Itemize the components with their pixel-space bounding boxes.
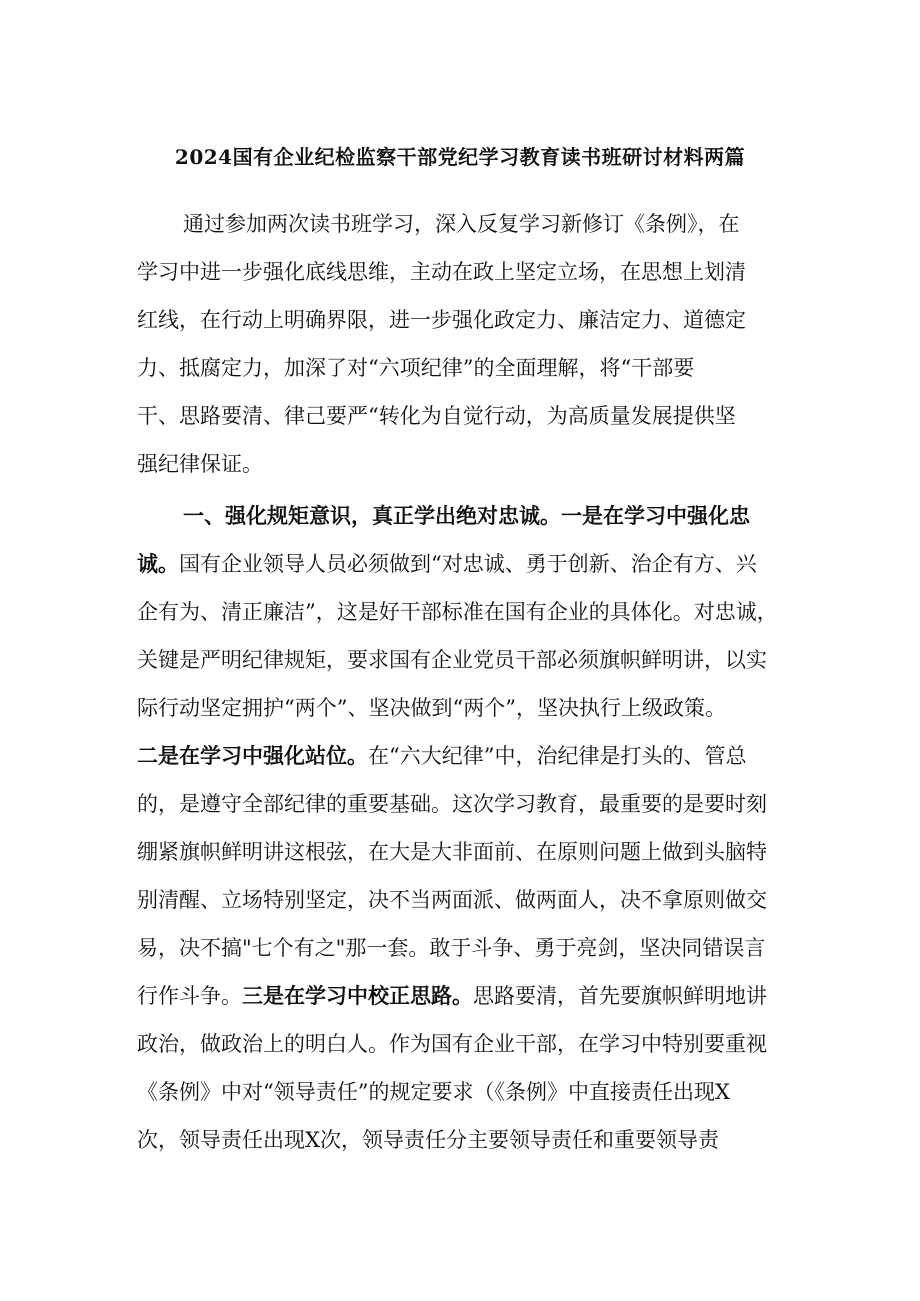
text-line: 次，领导责任出现X次，领导责任分主要领导责任和重要领导责 [137, 1128, 719, 1152]
text-line: 的，是遵守全部纪律的重要基础。这次学习教育，最重要的是要时刻 [137, 792, 767, 816]
text-line: 易，决不搞"七个有之"那一套。敢于斗争、勇于亮剑，坚决同错误言 [137, 936, 766, 960]
text-line: 企有为、清正廉洁”，这是好干部标准在国有企业的具体化。对忠诚， [137, 600, 778, 624]
text-line: 绷紧旗帜鲜明讲这根弦，在大是大非面前、在原则问题上做到头脑特 [137, 840, 767, 864]
text-line [137, 981, 767, 1011]
text-line: 《条例》中对“领导责任”的规定要求（《条例》中直接责任出现X [137, 1080, 730, 1104]
text-run: 思路要清，首先要旗帜鲜明地讲 [473, 984, 767, 1008]
text-run: 国有企业领导人员必须做到“对忠诚、勇于创新、治企有方、兴 [179, 552, 757, 576]
text-run: 行作斗争。 [137, 984, 242, 1008]
bold-phrase: 诚。 [137, 551, 179, 576]
text-line [137, 741, 746, 771]
text-line: 力、抵腐定力，加深了对“六项纪律”的全面理解，将“干部要 [137, 356, 695, 380]
text-line: 红线，在行动上明确界限，进一步强化政定力、廉洁定力、道德定 [137, 308, 746, 332]
text-line: 通过参加两次读书班学习，深入反复学习新修订《条例》，在 [183, 212, 740, 236]
text-line: 别清醒、立场特别坚定，决不当两面派、做两面人，决不拿原则做交 [137, 888, 767, 912]
text-line: 际行动坚定拥护“两个”、坚决做到“两个”，坚决执行上级政策。 [137, 696, 726, 720]
text-line [137, 549, 757, 579]
text-line: 强纪律保证。 [137, 452, 263, 476]
text-line: 干、思路要清、律己要严“转化为自觉行动，为高质量发展提供坚 [137, 404, 736, 428]
text-line: 关键是严明纪律规矩，要求国有企业党员干部必须旗帜鲜明讲，以实 [137, 648, 767, 672]
text-line: 政治，做政治上的明白人。作为国有企业干部，在学习中特别要重视 [137, 1032, 767, 1056]
bold-phrase: 三是在学习中校正思路。 [242, 983, 473, 1008]
text-line: 学习中进一步强化底线思维，主动在政上坚定立场，在思想上划清 [137, 260, 746, 284]
bold-phrase: 二是在学习中强化站位。 [137, 743, 368, 768]
document-title: 2024国有企业纪检监察干部党纪学习教育读书班研讨材料两篇 [174, 145, 746, 169]
section-heading-line: 一、强化规矩意识，真正学出绝对忠诚。一是在学习中强化忠 [183, 503, 750, 528]
text-run: 在“六大纪律”中，治纪律是打头的、管总 [368, 744, 747, 768]
